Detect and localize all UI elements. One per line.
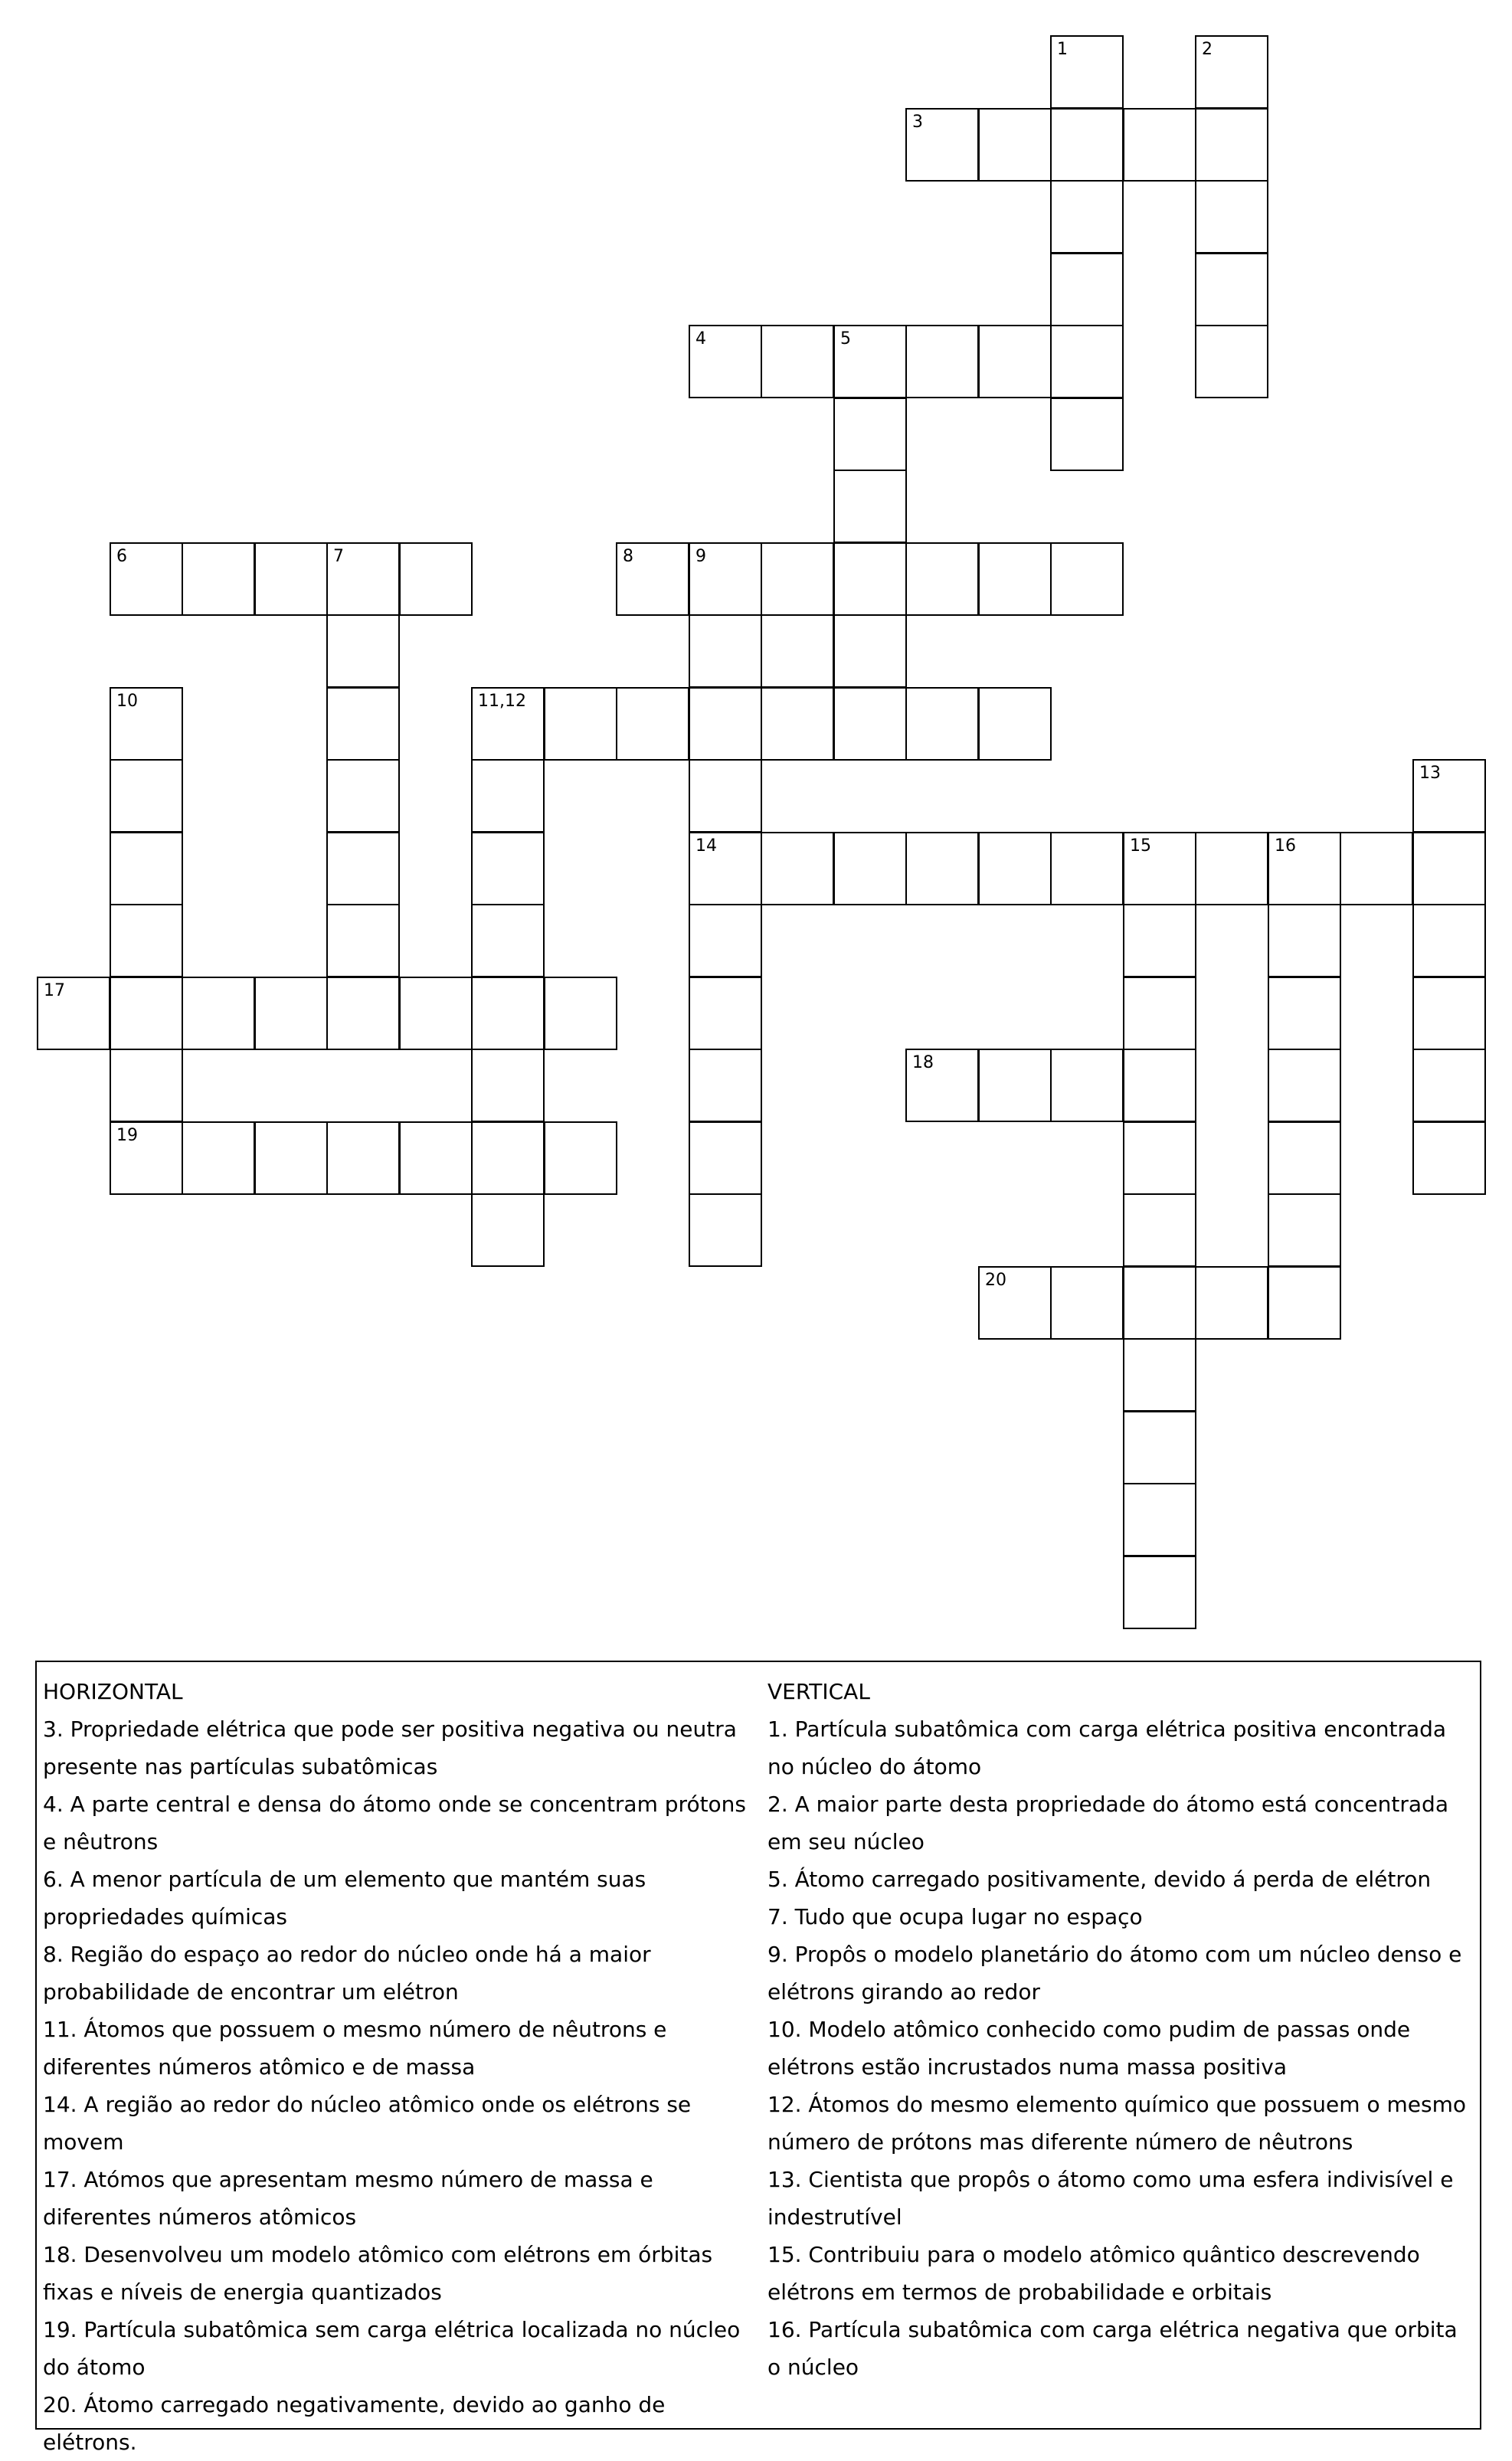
clue-number: 4 (695, 329, 706, 349)
grid-cell[interactable] (689, 542, 762, 616)
clue-number: 1 (1057, 40, 1068, 59)
grid-cell[interactable] (833, 542, 907, 616)
grid-cell[interactable] (1412, 832, 1486, 905)
grid-cell[interactable] (1050, 398, 1124, 471)
grid-cell[interactable] (471, 1193, 545, 1267)
grid-cell[interactable] (978, 325, 1052, 398)
grid-cell[interactable] (471, 759, 545, 833)
clue-v-9: 9. Propôs o modelo planetário do átomo com um núcleo denso e elétrons girando ao redor (767, 1942, 1462, 2004)
clue-v-5: 5. Átomo carregado positivamente, devido á perda de elétron (767, 1867, 1432, 1892)
grid-cell[interactable] (182, 1121, 255, 1195)
grid-cell[interactable] (689, 1049, 762, 1122)
grid-cell[interactable] (182, 977, 255, 1050)
grid-cell[interactable] (1123, 832, 1196, 905)
clue-number: 8 (623, 547, 633, 566)
grid-cell[interactable] (689, 977, 762, 1050)
grid-cell[interactable] (1195, 108, 1268, 182)
grid-cell[interactable] (399, 1121, 473, 1195)
clue-number: 17 (44, 981, 65, 1000)
grid-cell[interactable] (326, 1121, 400, 1195)
grid-cell[interactable] (978, 832, 1052, 905)
grid-cell[interactable] (399, 542, 473, 616)
clue-h-11: 11. Átomos que possuem o mesmo número de nêutrons e diferentes números atômico e de massa (43, 2017, 667, 2080)
grid-cell[interactable] (978, 542, 1052, 616)
grid-cell[interactable] (1050, 542, 1124, 616)
grid-cell[interactable] (1050, 180, 1124, 254)
clue-v-13: 13. Cientista que propôs o átomo como uma esfera indivisível e indestrutível (767, 2167, 1454, 2230)
grid-cell[interactable] (471, 977, 545, 1050)
grid-cell[interactable] (254, 1121, 328, 1195)
grid-cell[interactable] (1268, 977, 1341, 1050)
clue-number: 13 (1419, 764, 1441, 783)
clue-h-4: 4. A parte central e densa do átomo onde se concentram prótons e nêutrons (43, 1792, 747, 1854)
grid-cell[interactable] (978, 1266, 1052, 1340)
grid-cell[interactable] (761, 542, 834, 616)
grid-cell[interactable] (1412, 977, 1486, 1050)
grid-cell[interactable] (616, 542, 689, 616)
grid-cell[interactable] (1340, 832, 1413, 905)
clue-number: 11,12 (478, 692, 526, 711)
grid-cell[interactable] (110, 977, 183, 1050)
grid-cell[interactable] (905, 687, 979, 761)
clue-number: 6 (116, 547, 127, 566)
grid-cell[interactable] (1123, 1049, 1196, 1122)
clue-number: 2 (1202, 40, 1213, 59)
grid-cell[interactable] (905, 832, 979, 905)
grid-cell[interactable] (1050, 253, 1124, 326)
grid-cell[interactable] (326, 687, 400, 761)
clue-number: 10 (116, 692, 138, 711)
grid-cell[interactable] (905, 542, 979, 616)
grid-cell[interactable] (905, 1049, 979, 1122)
grid-cell[interactable] (1268, 832, 1341, 905)
grid-cell[interactable] (689, 759, 762, 833)
vertical-title: VERTICAL (767, 1679, 870, 1704)
grid-cell[interactable] (471, 904, 545, 977)
clue-number: 9 (695, 547, 706, 566)
grid-cell[interactable] (978, 1049, 1052, 1122)
grid-cell[interactable] (761, 832, 834, 905)
grid-cell[interactable] (1195, 253, 1268, 326)
clue-number: 3 (912, 113, 923, 132)
clue-h-6: 6. A menor partícula de um elemento que mantém suas propriedades químicas (43, 1867, 646, 1929)
grid-cell[interactable] (254, 542, 328, 616)
grid-cell[interactable] (544, 687, 617, 761)
clue-h-3: 3. Propriedade elétrica que pode ser positiva negativa ou neutra presente nas partículas subatômicas (43, 1716, 737, 1779)
clue-number: 20 (985, 1271, 1006, 1290)
grid-cell[interactable] (761, 687, 834, 761)
grid-cell[interactable] (326, 832, 400, 905)
grid-cell[interactable] (833, 614, 907, 688)
clue-v-12: 12. Átomos do mesmo elemento químico que possuem o mesmo número de prótons mas diferente número de nêutrons (767, 2092, 1466, 2155)
clue-h-20: 20. Átomo carregado negativamente, devido ao ganho de elétrons. (43, 2392, 666, 2455)
clue-h-18: 18. Desenvolveu um modelo atômico com elétrons em órbitas fixas e níveis de energia quantizados (43, 2242, 713, 2305)
grid-cell[interactable] (110, 1049, 183, 1122)
grid-cell[interactable] (1123, 977, 1196, 1050)
grid-cell[interactable] (254, 977, 328, 1050)
grid-cell[interactable] (689, 614, 762, 688)
clue-v-2: 2. A maior parte desta propriedade do átomo está concentrada em seu núcleo (767, 1792, 1448, 1854)
grid-cell[interactable] (689, 687, 762, 761)
grid-cell[interactable] (1050, 108, 1124, 182)
grid-cell[interactable] (326, 614, 400, 688)
clue-number: 5 (840, 329, 851, 349)
grid-cell[interactable] (1268, 1193, 1341, 1267)
clue-h-17: 17. Atómos que apresentam mesmo número de massa e diferentes números atômicos (43, 2167, 653, 2230)
grid-cell[interactable] (689, 904, 762, 977)
grid-cell[interactable] (905, 108, 979, 182)
clue-number: 19 (116, 1126, 138, 1145)
grid-cell[interactable] (1123, 1556, 1196, 1629)
clue-number: 16 (1275, 836, 1296, 856)
clue-h-19: 19. Partícula subatômica sem carga elétrica localizada no núcleo do átomo (43, 2317, 741, 2380)
grid-cell[interactable] (471, 832, 545, 905)
grid-cell[interactable] (326, 904, 400, 977)
grid-cell[interactable] (833, 325, 907, 398)
horizontal-clues (43, 1673, 759, 2461)
grid-cell[interactable] (978, 108, 1052, 182)
grid-cell[interactable] (1123, 1483, 1196, 1556)
grid-cell[interactable] (471, 1121, 545, 1195)
grid-cell[interactable] (1195, 325, 1268, 398)
grid-cell[interactable] (110, 687, 183, 761)
grid-cell[interactable] (833, 687, 907, 761)
grid-cell[interactable] (544, 1121, 617, 1195)
grid-cell[interactable] (544, 977, 617, 1050)
grid-cell[interactable] (761, 325, 834, 398)
grid-cell[interactable] (1268, 1266, 1341, 1340)
grid-cell[interactable] (110, 1121, 183, 1195)
grid-cell[interactable] (1412, 904, 1486, 977)
grid-cell[interactable] (689, 832, 762, 905)
clue-number: 14 (695, 836, 717, 856)
grid-cell[interactable] (1195, 180, 1268, 254)
grid-cell[interactable] (399, 977, 473, 1050)
grid-cell[interactable] (761, 614, 834, 688)
grid-cell[interactable] (471, 687, 545, 761)
clue-v-16: 16. Partícula subatômica com carga elétrica negativa que orbita o núcleo (767, 2317, 1458, 2380)
grid-cell[interactable] (1412, 1049, 1486, 1122)
clues-box (35, 1661, 1481, 2455)
grid-cell[interactable] (1123, 1338, 1196, 1412)
grid-cell[interactable] (833, 832, 907, 905)
grid-cell[interactable] (905, 325, 979, 398)
grid-cell[interactable] (1123, 108, 1196, 182)
grid-cell[interactable] (689, 325, 762, 398)
grid-cell[interactable] (326, 759, 400, 833)
grid-cell[interactable] (110, 542, 183, 616)
grid-cell[interactable] (1123, 1121, 1196, 1195)
grid-cell[interactable] (689, 1193, 762, 1267)
clue-v-7: 7. Tudo que ocupa lugar no espaço (767, 1904, 1143, 1929)
grid-cell[interactable] (833, 470, 907, 543)
grid-cell[interactable] (110, 904, 183, 977)
grid-cell[interactable] (1123, 1411, 1196, 1484)
clue-h-14: 14. A região ao redor do núcleo atômico onde os elétrons se movem (43, 2092, 692, 2155)
grid-cell[interactable] (326, 542, 400, 616)
grid-cell[interactable] (1050, 325, 1124, 398)
grid-cell[interactable] (37, 977, 110, 1050)
grid-cell[interactable] (1268, 1121, 1341, 1195)
grid-cell[interactable] (471, 1049, 545, 1122)
grid-cell[interactable] (1123, 1266, 1196, 1340)
clue-v-10: 10. Modelo atômico conhecido como pudim de passas onde elétrons estão incrustados numa massa positiva (767, 2017, 1411, 2080)
clue-v-1: 1. Partícula subatômica com carga elétrica positiva encontrada no núcleo do átomo (767, 1716, 1447, 1779)
clue-h-8: 8. Região do espaço ao redor do núcleo onde há a maior probabilidade de encontrar um elétron (43, 1942, 651, 2004)
grid-cell[interactable] (1195, 1266, 1268, 1340)
grid-cell[interactable] (978, 687, 1052, 761)
vertical-clues (767, 1673, 1476, 2386)
clue-number: 18 (912, 1053, 934, 1072)
grid-cell[interactable] (1268, 1049, 1341, 1122)
grid-cell[interactable] (1412, 759, 1486, 833)
grid-cell[interactable] (1412, 1121, 1486, 1195)
grid-cell[interactable] (326, 977, 400, 1050)
grid-cell[interactable] (182, 542, 255, 616)
grid-cell[interactable] (110, 832, 183, 905)
grid-cell[interactable] (1268, 904, 1341, 977)
grid-cell[interactable] (1050, 832, 1124, 905)
grid-cell[interactable] (110, 759, 183, 833)
grid-cell[interactable] (1195, 35, 1268, 109)
grid-cell[interactable] (1123, 904, 1196, 977)
horizontal-title: HORIZONTAL (43, 1679, 183, 1704)
clue-number: 15 (1130, 836, 1151, 856)
grid-cell[interactable] (1195, 832, 1268, 905)
grid-cell[interactable] (1050, 1266, 1124, 1340)
grid-cell[interactable] (1123, 1193, 1196, 1267)
clue-v-15: 15. Contribuiu para o modelo atômico quântico descrevendo elétrons em termos de probabilidade e orbitais (767, 2242, 1420, 2305)
grid-cell[interactable] (616, 687, 689, 761)
grid-cell[interactable] (1050, 1049, 1124, 1122)
grid-cell[interactable] (1050, 35, 1124, 109)
grid-cell[interactable] (689, 1121, 762, 1195)
clue-number: 7 (333, 547, 344, 566)
grid-cell[interactable] (833, 398, 907, 471)
